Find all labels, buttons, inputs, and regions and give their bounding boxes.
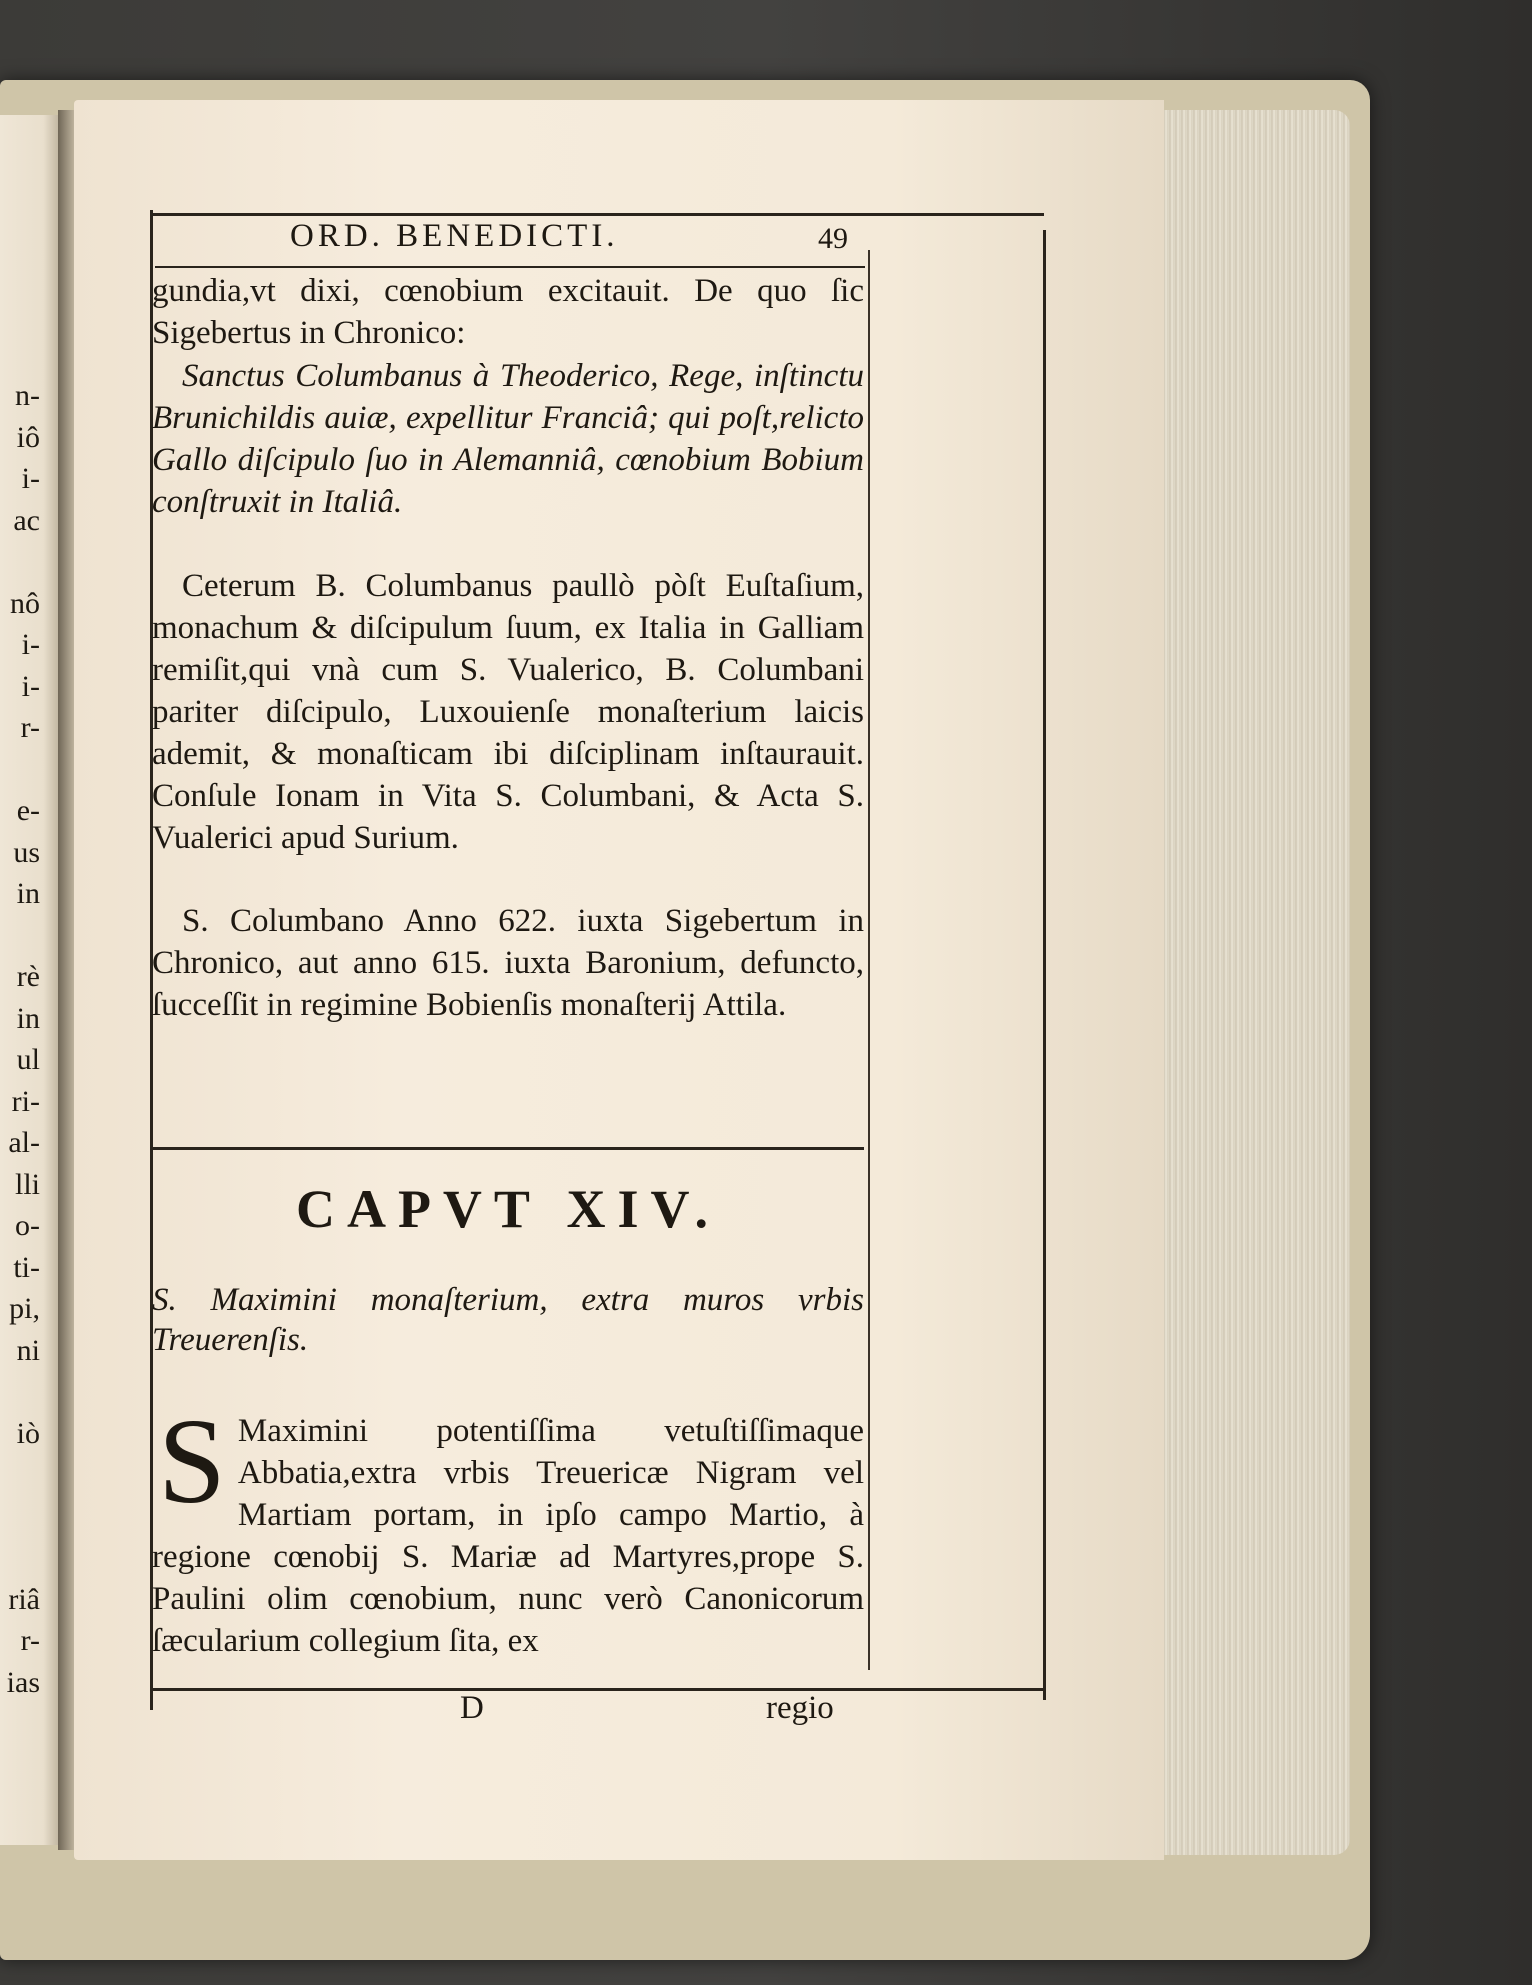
left-margin-fragment: rè <box>16 960 40 993</box>
left-page <box>0 115 62 1845</box>
left-page-margin-text <box>0 375 40 1703</box>
left-margin-fragment: i- <box>21 462 40 495</box>
left-margin-fragment <box>0 749 40 791</box>
left-margin-fragment: iò <box>16 1416 40 1450</box>
left-margin-fragment <box>0 541 40 583</box>
drop-cap: S <box>158 1394 226 1529</box>
frame-line-right <box>1043 230 1046 1700</box>
paragraph-4-text: Maximini potentiſſima vetuſtiſſimaque Abbatia,extra vrbis Treuericæ Nigram vel Martiam portam, in ipſo campo Martio, à regione cœnobij S. Mariæ ad Martyres,prope S. Paulini olim cœnobium, nunc verò Canonicorum ſæcularium collegium ſita, ex <box>152 1413 864 1659</box>
page-edges <box>1150 110 1350 1855</box>
left-margin-fragment: in <box>16 1001 40 1035</box>
left-margin-fragment <box>0 1454 40 1496</box>
left-margin-fragment: ac <box>13 503 40 537</box>
section-rule <box>152 1147 864 1150</box>
left-margin-fragment: al- <box>8 1126 40 1159</box>
catchword: regio <box>766 1690 834 1726</box>
left-margin-fragment: r- <box>20 1624 40 1657</box>
quote-text: Sanctus Columbanus à Theoderico, Rege, inſtinctu Brunichildis auiæ, expellitur Franciâ; qui poſt,relicto Gallo diſcipulo ſuo in Alemanniâ, cœnobium Bobium conſtruxit in Italiâ. <box>152 358 864 520</box>
paragraph-2 <box>152 565 864 859</box>
paragraph-3 <box>152 900 864 1026</box>
frame-line-top <box>152 213 1044 216</box>
page-number: 49 <box>818 222 848 255</box>
running-head: ORD. BENEDICTI. <box>290 218 619 254</box>
quote-block <box>152 355 864 523</box>
left-margin-fragment: iô <box>16 420 40 454</box>
head-rule <box>155 266 865 268</box>
paragraph-4 <box>152 1394 864 1662</box>
paragraph-3-text: S. Columbano Anno 622. iuxta Sigebertum in Chronico, aut anno 615. iuxta Baronium, defuncto, ſucceſſit in regimine Bobienſis monaſterij Attila. <box>152 903 864 1023</box>
left-margin-fragment: pi, <box>9 1292 40 1325</box>
signature-mark: D <box>460 1690 484 1726</box>
left-margin-fragment: ri- <box>11 1084 40 1118</box>
left-margin-fragment: lli <box>14 1167 40 1201</box>
left-margin-fragment <box>0 915 40 957</box>
left-margin-fragment <box>0 1537 40 1579</box>
left-margin-fragment: i- <box>21 628 40 661</box>
frame-line-bottom <box>152 1688 1044 1691</box>
chapter-heading: CAPVT XIV. <box>295 1179 721 1239</box>
left-margin-fragment: nô <box>10 586 40 620</box>
left-margin-fragment: riâ <box>8 1582 40 1616</box>
paragraph-2-text: Ceterum B. Columbanus paullò pòſt Euſtaſium, monachum & diſcipulum ſuum, ex Italia in Galliam remiſit,qui vnà cum S. Vualerico, B. Columbani pariter diſcipulo, Luxouienſe monaſterium laicis ademit, & monaſticam ibi diſciplinam inſtaurauit. Conſule Ionam in Vita S. Columbani, & Acta S. Vualerici apud Surium. <box>152 568 864 856</box>
left-margin-fragment: n- <box>15 379 40 412</box>
left-margin-fragment: ias <box>6 1665 40 1699</box>
left-margin-fragment: in <box>16 877 40 910</box>
left-margin-fragment: o- <box>15 1209 40 1242</box>
chapter-summary: S. Maximini monaſterium, extra muros vrbis Treuerenſis. <box>152 1282 864 1358</box>
column-rule <box>868 250 870 1670</box>
paragraph-1 <box>152 270 864 354</box>
left-margin-fragment: us <box>13 835 40 869</box>
paragraph-1-text: gundia,vt dixi, cœnobium excitauit. De quo ſic Sigebertus in Chronico: <box>152 273 864 351</box>
left-margin-fragment: ti- <box>13 1250 40 1284</box>
left-margin-fragment <box>0 1371 40 1413</box>
left-margin-fragment: ul <box>16 1043 40 1076</box>
left-margin-fragment <box>0 1496 40 1538</box>
left-margin-fragment: ni <box>16 1333 40 1367</box>
left-margin-fragment: i- <box>21 669 40 703</box>
left-margin-fragment: r- <box>20 711 40 744</box>
left-margin-fragment: e- <box>16 794 40 827</box>
